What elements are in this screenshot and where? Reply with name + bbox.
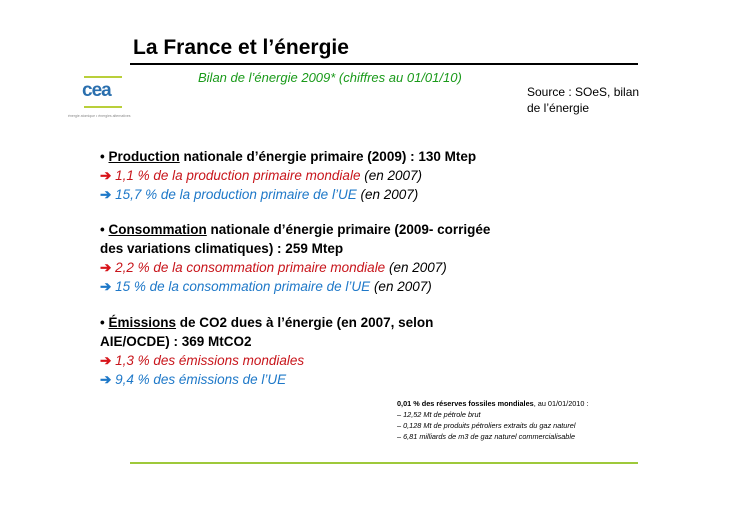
consommation-stat-eu-year: (en 2007)	[370, 279, 432, 294]
consommation-stat-eu	[100, 277, 432, 296]
production-heading	[100, 147, 476, 166]
bullet-icon: •	[100, 222, 105, 237]
logo-caption: énergie atomique • énergies alternatives	[68, 114, 131, 118]
subtitle: Bilan de l’énergie 2009* (chiffres au 01/01/10)	[198, 70, 462, 85]
arrow-icon: ➔	[100, 353, 112, 368]
production-stat-world-year: (en 2007)	[360, 168, 422, 183]
emissions-stat-world	[100, 351, 304, 370]
arrow-icon: ➔	[100, 372, 112, 387]
production-heading-text: nationale d’énergie primaire (2009) : 130 Mtep	[179, 149, 477, 164]
reserves-heading	[397, 399, 588, 409]
logo-bar-top	[84, 76, 122, 78]
reserves-heading-rest: , au 01/01/2010 :	[533, 399, 589, 408]
bullet-icon: •	[100, 315, 105, 330]
consommation-heading-text: nationale d’énergie primaire (2009- corrigée	[206, 222, 491, 237]
logo-text: cea	[82, 80, 111, 101]
consommation-heading	[100, 220, 490, 239]
emissions-stat-eu-text: 9,4 % des émissions de l’UE	[111, 372, 287, 387]
logo-bar-bottom	[84, 106, 122, 108]
reserves-item: – 6,81 milliards de m3 de gaz naturel commercialisable	[397, 432, 576, 441]
consommation-stat-world-year: (en 2007)	[385, 260, 447, 275]
reserves-heading-bold: 0,01 % des réserves fossiles mondiales	[397, 399, 534, 408]
cea-logo	[64, 72, 130, 124]
emissions-heading	[100, 313, 433, 332]
arrow-icon: ➔	[100, 187, 112, 202]
emissions-heading-text: de CO2 dues à l’énergie (en 2007, selon	[176, 315, 434, 330]
production-stat-eu-year: (en 2007)	[356, 187, 419, 202]
bottom-rule	[130, 462, 638, 464]
reserves-item: – 12,52 Mt de pétrole brut	[397, 410, 481, 419]
source-line-1: Source : SOeS, bilan	[527, 85, 640, 99]
arrow-icon: ➔	[100, 260, 112, 275]
arrow-icon: ➔	[100, 279, 112, 294]
source-note	[527, 84, 639, 116]
page-title: La France et l’énergie	[133, 36, 349, 59]
source-line-2: de l’énergie	[527, 101, 590, 115]
consommation-stat-world	[100, 258, 447, 277]
emissions-keyword: Émissions	[108, 315, 177, 330]
arrow-icon: ➔	[100, 168, 112, 183]
title-underline	[130, 63, 638, 65]
production-stat-world-text: 1,1 % de la production primaire mondiale	[111, 168, 361, 183]
production-stat-world	[100, 166, 422, 185]
consommation-keyword: Consommation	[108, 222, 207, 237]
consommation-stat-world-text: 2,2 % de la consommation primaire mondiale	[111, 260, 386, 275]
bullet-icon: •	[100, 149, 105, 164]
emissions-stat-world-text: 1,3 % des émissions mondiales	[111, 353, 305, 368]
reserves-item: – 0,128 Mt de produits pétroliers extraits du gaz naturel	[397, 421, 576, 430]
production-stat-eu-text: 15,7 % de la production primaire de l’UE	[111, 187, 357, 202]
production-stat-eu	[100, 185, 418, 204]
emissions-stat-eu	[100, 370, 286, 389]
consommation-heading-line2: des variations climatiques) : 259 Mtep	[100, 241, 344, 256]
emissions-heading-line2: AIE/OCDE) : 369 MtCO2	[100, 334, 252, 349]
consommation-stat-eu-text: 15 % de la consommation primaire de l’UE	[111, 279, 371, 294]
production-keyword: Production	[108, 149, 180, 164]
